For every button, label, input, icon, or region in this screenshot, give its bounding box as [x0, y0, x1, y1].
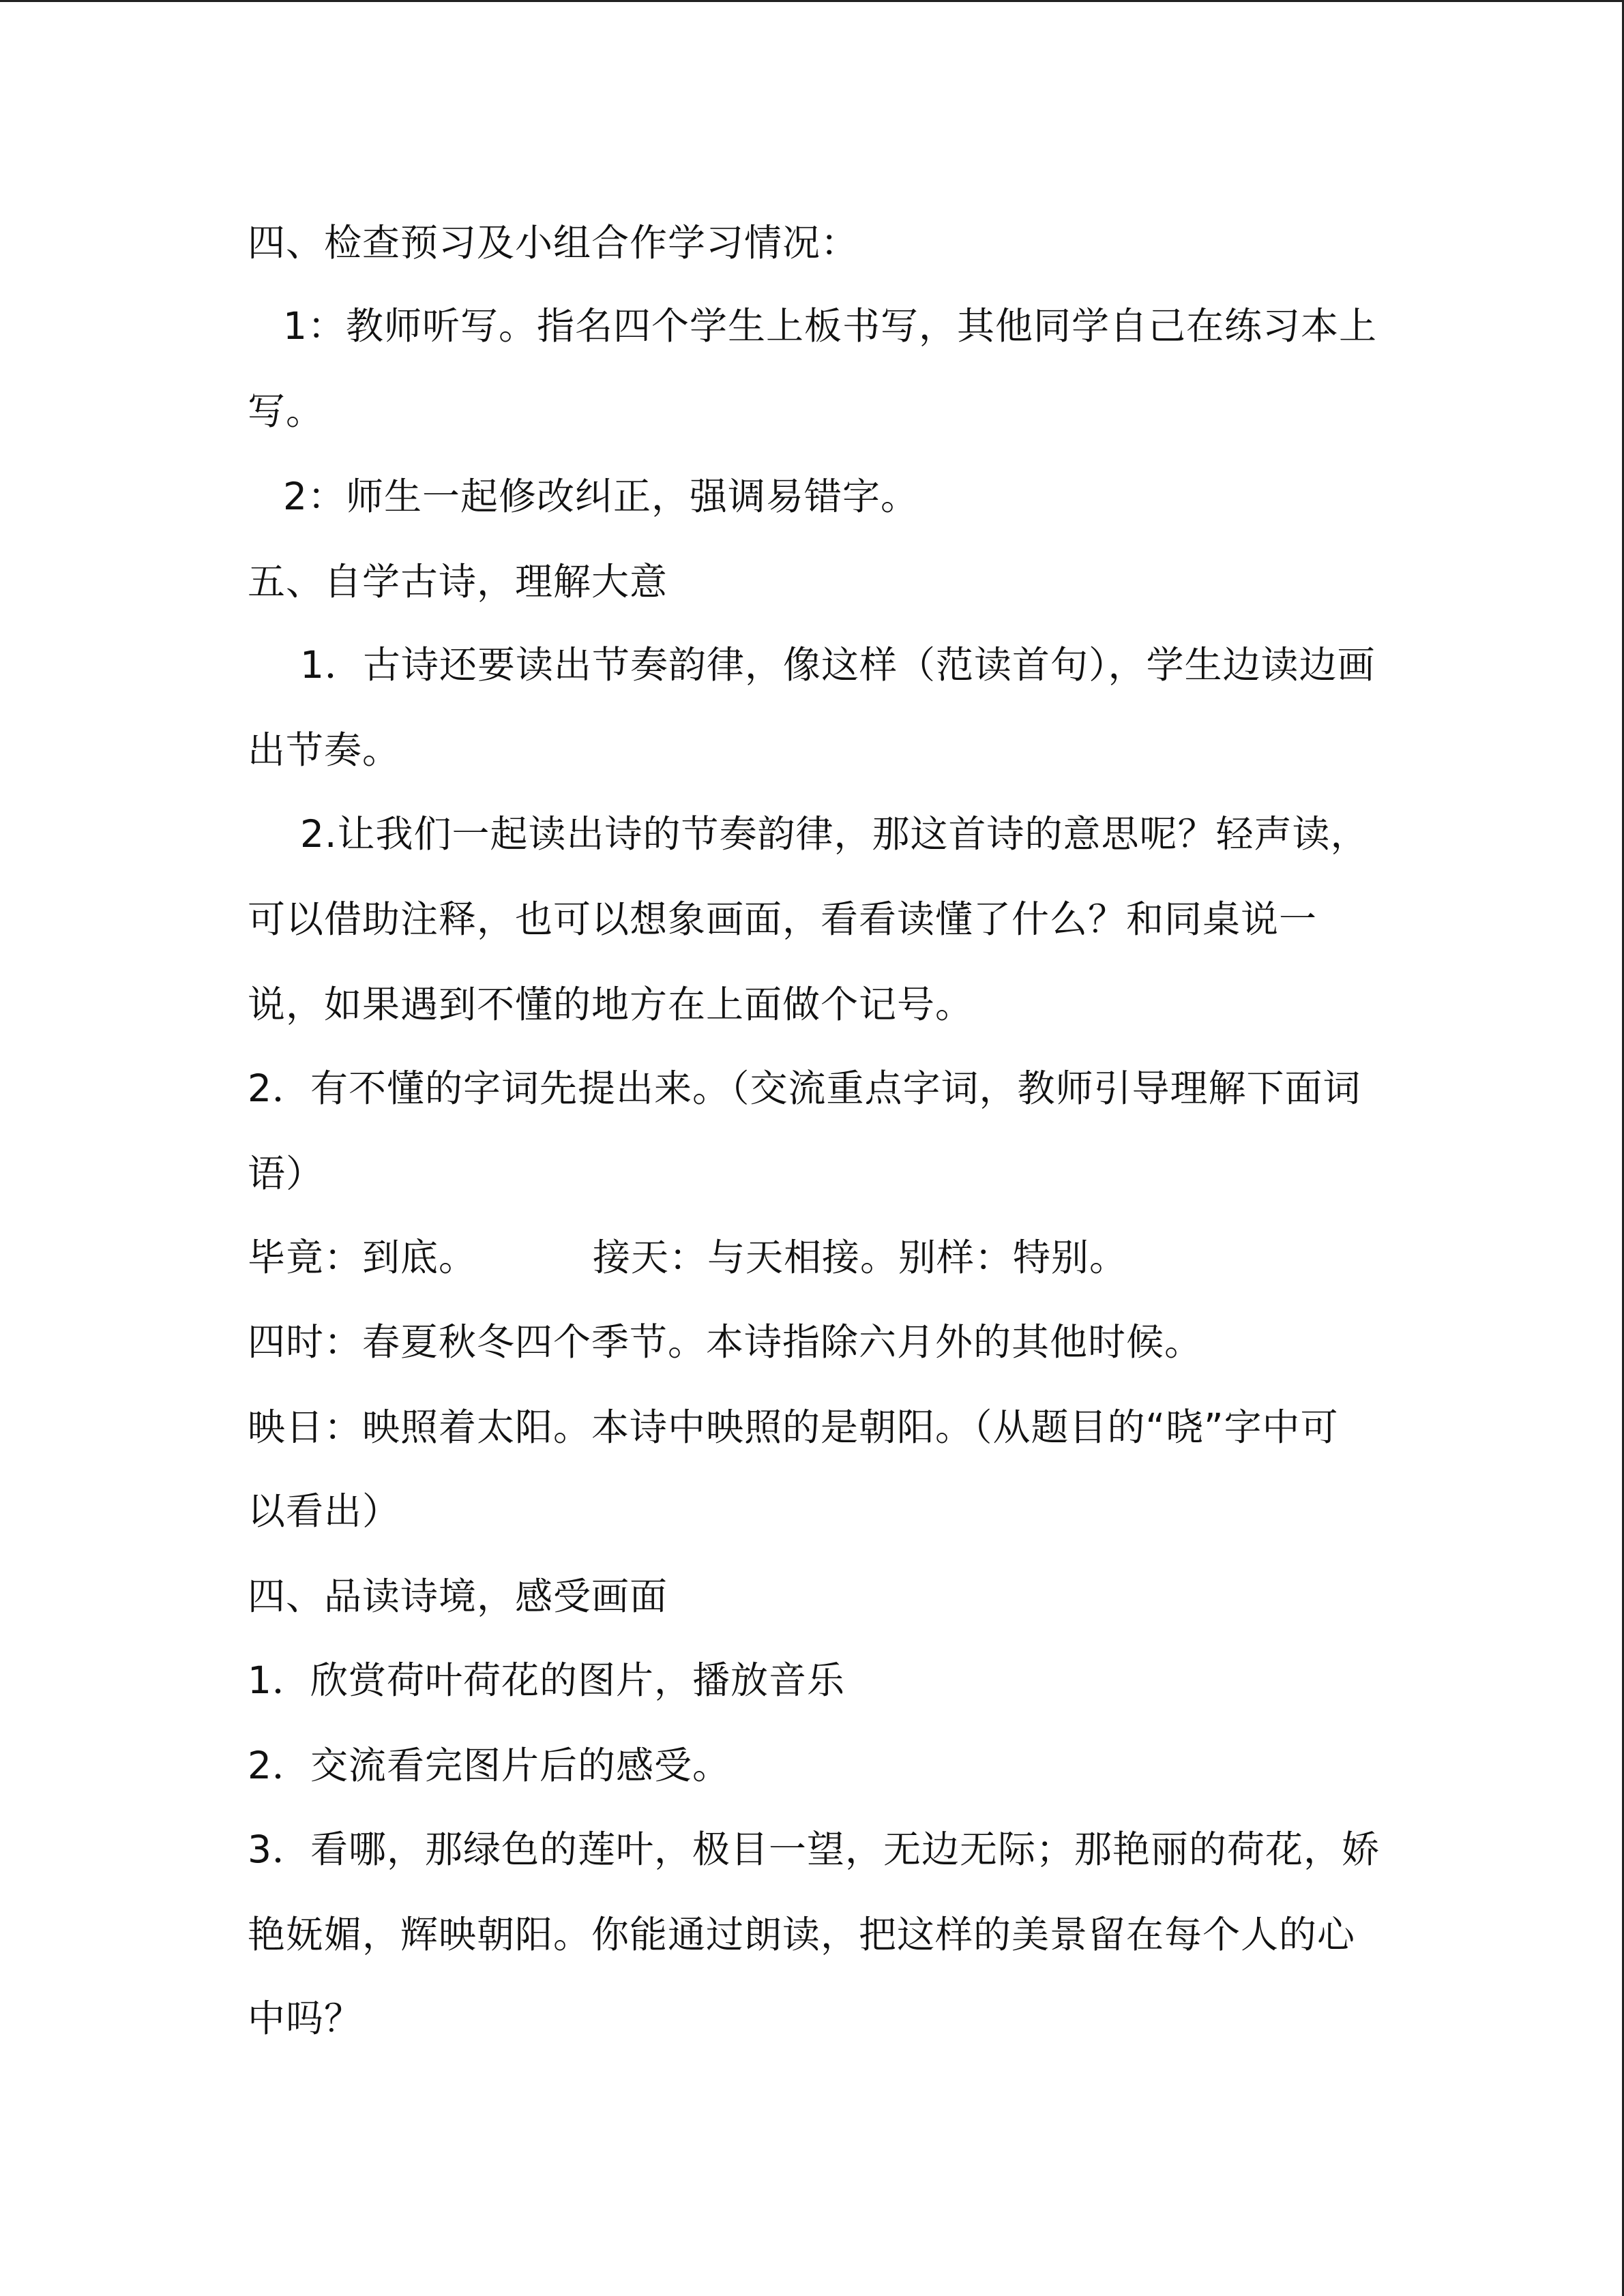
paragraph-line: 出节奏。 — [248, 728, 401, 772]
paragraph-line: 1．古诗还要读出节奏韵律，像这样（范读首句），学生边读边画 — [300, 643, 1376, 687]
paragraph-line: 艳妩媚，辉映朝阳。你能通过朗读，把这样的美景留在每个人的心 — [248, 1913, 1356, 1956]
paragraph-line: 1．欣赏荷叶荷花的图片，播放音乐 — [248, 1658, 845, 1702]
paragraph-line: 写。 — [248, 389, 325, 433]
section-heading-appreciate: 四、品读诗境，感受画面 — [248, 1575, 668, 1618]
gloss-line — [248, 1234, 1127, 1281]
section-heading-self-study: 五、自学古诗，理解大意 — [248, 560, 668, 603]
paragraph-line: 中吗？ — [248, 1997, 363, 2040]
gloss-term-jietian: 接天：与天相接。别样：特别。 — [593, 1236, 1128, 1279]
paragraph-line: 可以借助注释，也可以想象画面，看看读懂了什么？和同桌说一 — [248, 897, 1318, 941]
paragraph-line: 以看出） — [248, 1489, 401, 1533]
paragraph-line: 2．交流看完图片后的感受。 — [248, 1744, 730, 1787]
paragraph-line: 2．有不懂的字词先提出来。（交流重点字词，教师引导理解下面词 — [248, 1067, 1361, 1110]
gloss-line: 映日：映照着太阳。本诗中映照的是朝阳。（从题目的“晓”字中可 — [248, 1405, 1339, 1449]
paragraph-line: 2：师生一起修改纠正，强调易错字。 — [283, 475, 919, 518]
paragraph-line: 说，如果遇到不懂的地方在上面做个记号。 — [248, 983, 974, 1026]
paragraph-line: 1：教师听写。指名四个学生上板书写，其他同学自己在练习本上 — [283, 304, 1377, 348]
gloss-term-bijing: 毕竟：到底。 — [248, 1236, 477, 1279]
paragraph-line: 2.让我们一起读出诗的节奏韵律，那这首诗的意思呢？轻声读， — [300, 812, 1369, 856]
gloss-line: 四时：春夏秋冬四个季节。本诗指除六月外的其他时候。 — [248, 1320, 1203, 1364]
section-heading-check-preview: 四、检查预习及小组合作学习情况： — [248, 221, 859, 265]
paragraph-line: 3．看哪，那绿色的莲叶，极目一望，无边无际；那艳丽的荷花，娇 — [248, 1828, 1380, 1871]
paragraph-line: 语） — [248, 1152, 325, 1195]
